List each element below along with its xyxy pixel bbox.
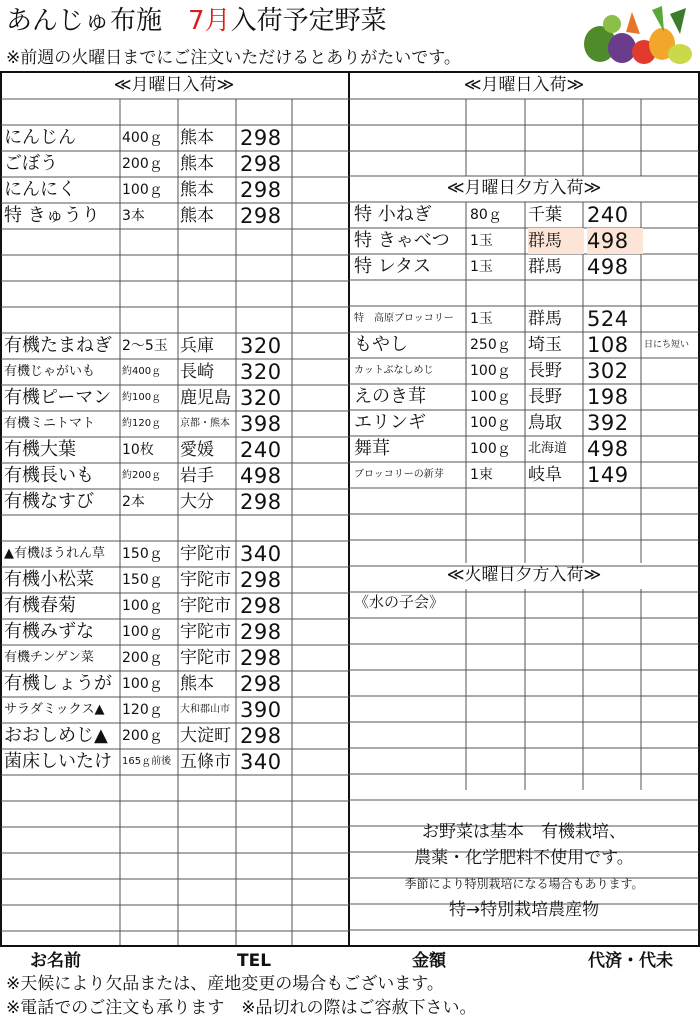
product-origin: 岩手 [180, 466, 214, 486]
product-origin: 大淀町 [180, 726, 231, 746]
product-price: 298 [240, 620, 282, 644]
table-row [0, 489, 348, 515]
page-title: あんじゅ布施 7月入荷予定野菜 [6, 6, 387, 36]
table-row [0, 541, 348, 567]
product-name: エリンギ [354, 412, 426, 433]
product-price: 298 [240, 646, 282, 670]
product-name: 有機ピーマン [4, 387, 112, 408]
product-name: 有機チンゲン菜 [4, 650, 94, 665]
table-row [350, 202, 698, 228]
product-quantity: 100ｇ [470, 441, 511, 457]
product-name: 舞茸 [354, 438, 390, 459]
table-row [350, 228, 698, 254]
product-origin: 宇陀市 [180, 544, 231, 564]
product-name [4, 99, 118, 125]
order-request-note: ※前週の火曜日までにご注文いただけるとありがたいです。 [6, 48, 461, 68]
product-name: ▲有機ほうれん草 [4, 546, 105, 561]
table-row [0, 593, 348, 619]
product-name: サラダミックス▲ [4, 702, 105, 717]
product-quantity [122, 255, 178, 281]
product-name: 有機たまねぎ [4, 335, 112, 356]
product-name: 有機しょうが [4, 673, 112, 694]
table-row [0, 619, 348, 645]
product-origin: 京都・熊本 [180, 418, 230, 429]
product-name [4, 229, 118, 255]
product-note [644, 306, 696, 332]
table-row [0, 749, 348, 775]
table-row [0, 203, 348, 229]
organic-message-line4: 特→特別栽培農産物 [448, 900, 600, 920]
product-name: にんにく [4, 179, 76, 200]
table-row [0, 177, 348, 203]
product-origin [180, 905, 236, 931]
product-quantity [122, 905, 178, 931]
table-row [0, 255, 348, 281]
table-row [0, 879, 348, 905]
product-origin: 鹿児島 [180, 388, 231, 408]
product-price: 298 [240, 672, 282, 696]
product-origin: 熊本 [180, 180, 214, 200]
product-price: 298 [240, 152, 282, 176]
phone-order-notice: ※電話でのご注文も承ります ※品切れの際はご容赦下さい。 [6, 998, 477, 1018]
product-price: 302 [587, 359, 629, 383]
product-origin [528, 280, 584, 306]
product-origin [180, 255, 236, 281]
product-quantity: 約120ｇ [122, 418, 162, 429]
product-origin: 宇陀市 [180, 596, 231, 616]
organic-message-line1: お野菜は基本 有機栽培、 [422, 822, 626, 842]
table-row [350, 306, 698, 332]
table-row [0, 905, 348, 931]
product-quantity [122, 931, 178, 957]
product-price [240, 255, 294, 281]
product-origin: 宇陀市 [180, 648, 231, 668]
product-quantity: 150ｇ [122, 546, 163, 562]
product-name: 特 きゃべつ [354, 230, 450, 251]
product-price: 498 [587, 437, 629, 461]
product-name [4, 879, 118, 905]
product-price: 320 [240, 334, 282, 358]
product-name: 有機小松菜 [4, 569, 94, 590]
product-quantity: 1束 [470, 467, 493, 483]
product-price: 320 [240, 386, 282, 410]
product-note [644, 410, 696, 436]
product-price: 198 [587, 385, 629, 409]
product-quantity: 100ｇ [470, 415, 511, 431]
product-quantity: 約200ｇ [122, 470, 162, 481]
product-quantity: 10枚 [122, 442, 154, 458]
product-name: 有機春菊 [4, 595, 76, 616]
product-origin: 熊本 [180, 154, 214, 174]
organic-message-line3: 季節により特別栽培になる場合もあります。 [404, 877, 644, 891]
product-name: ブロッコリーの新芽 [354, 469, 444, 480]
product-price [240, 827, 294, 853]
product-quantity: 1玉 [470, 311, 493, 327]
group-label: 《水の子会》 [354, 593, 445, 611]
product-price: 390 [240, 698, 282, 722]
product-price: 298 [240, 724, 282, 748]
product-price [240, 775, 294, 801]
product-origin: 熊本 [180, 674, 214, 694]
month-label: 7月 [188, 6, 231, 36]
product-quantity [122, 99, 178, 125]
table-row [0, 333, 348, 359]
product-origin: 長野 [528, 361, 562, 381]
product-origin [180, 879, 236, 905]
product-name: 有機じゃがいも [4, 364, 96, 379]
table-row [0, 697, 348, 723]
table-row [0, 775, 348, 801]
table-row [350, 436, 698, 462]
product-price: 498 [587, 255, 629, 279]
table-row [0, 99, 348, 125]
product-origin: 五條市 [180, 752, 231, 772]
product-name [4, 515, 118, 541]
product-price [240, 801, 294, 827]
table-row [0, 645, 348, 671]
product-price: 498 [587, 228, 643, 254]
product-quantity: 400ｇ [122, 130, 163, 146]
table-row [0, 723, 348, 749]
product-origin [180, 99, 236, 125]
product-name: おおしめじ▲ [4, 725, 108, 746]
product-price: 498 [240, 464, 282, 488]
table-row [0, 359, 348, 385]
product-name: 特 高原ブロッコリー [354, 313, 454, 324]
table-row [350, 280, 698, 306]
product-price: 298 [240, 204, 282, 228]
product-name [354, 280, 466, 306]
table-row [0, 281, 348, 307]
product-price: 298 [240, 178, 282, 202]
product-note [644, 254, 696, 280]
product-name [4, 801, 118, 827]
product-price: 108 [587, 333, 629, 357]
product-name: 特 レタス [354, 256, 432, 277]
product-quantity: 100ｇ [122, 624, 163, 640]
product-price: 340 [240, 542, 282, 566]
product-price: 320 [240, 360, 282, 384]
product-quantity: 200ｇ [122, 650, 163, 666]
product-origin: 熊本 [180, 206, 214, 226]
product-origin [180, 281, 236, 307]
product-price [240, 879, 294, 905]
payment-status-label: 代済・代未 [588, 951, 673, 971]
product-note [644, 436, 696, 462]
product-name [4, 255, 118, 281]
product-origin: 岐阜 [528, 465, 562, 485]
product-quantity: 200ｇ [122, 156, 163, 172]
product-price: 298 [240, 490, 282, 514]
product-name [4, 853, 118, 879]
product-quantity: 165ｇ前後 [122, 756, 172, 767]
product-price [587, 280, 643, 306]
product-price [240, 905, 294, 931]
product-price: 240 [240, 438, 282, 462]
table-row [0, 437, 348, 463]
product-quantity: 120ｇ [122, 702, 163, 718]
product-origin: 宇陀市 [180, 570, 231, 590]
customer-name-label: お名前 [30, 951, 81, 971]
tel-label: TEL [237, 951, 272, 971]
product-price [240, 281, 294, 307]
table-row [350, 410, 698, 436]
product-name: もやし [354, 334, 408, 355]
table-row [0, 801, 348, 827]
product-origin [180, 229, 236, 255]
product-origin [180, 827, 236, 853]
product-quantity [122, 853, 178, 879]
product-note [644, 462, 696, 488]
table-row [350, 358, 698, 384]
product-price: 149 [587, 463, 629, 487]
table-row [350, 332, 698, 358]
stock-notice: ※天候により欠品または、産地変更の場合もございます。 [6, 974, 444, 994]
table-row [0, 385, 348, 411]
right-monday-evening-header: ≪月曜日夕方入荷≫ [446, 178, 602, 198]
product-name [4, 775, 118, 801]
product-origin [180, 307, 236, 333]
product-name: にんじん [4, 127, 76, 148]
product-origin: 埼玉 [528, 335, 562, 355]
product-price [240, 229, 294, 255]
table-row [350, 384, 698, 410]
table-row [0, 567, 348, 593]
product-name: 有機なすび [4, 491, 94, 512]
table-row [0, 853, 348, 879]
product-name: 特 きゅうり [4, 205, 100, 226]
table-row [0, 151, 348, 177]
product-quantity [122, 281, 178, 307]
product-quantity: 2～5玉 [122, 338, 168, 354]
product-origin: 大分 [180, 492, 214, 512]
product-note: 日にち短い [644, 340, 690, 350]
left-monday-header: ≪月曜日入荷≫ [113, 75, 235, 95]
product-origin: 宇陀市 [180, 622, 231, 642]
product-name: 有機みずな [4, 621, 94, 642]
product-price: 340 [240, 750, 282, 774]
product-name: 菌床しいたけ [4, 751, 112, 772]
product-price: 524 [587, 307, 629, 331]
product-quantity: 1玉 [470, 233, 493, 249]
table-row [0, 411, 348, 437]
table-row [0, 671, 348, 697]
product-origin: 群馬 [528, 257, 562, 277]
product-quantity: 約100ｇ [122, 392, 162, 403]
product-name: 有機大葉 [4, 439, 76, 460]
product-origin [180, 775, 236, 801]
product-name [4, 307, 118, 333]
product-quantity: 100ｇ [122, 676, 163, 692]
table-row [350, 254, 698, 280]
organic-message-line2: 農薬・化学肥料不使用です。 [414, 848, 634, 868]
table-row [0, 125, 348, 151]
product-quantity: 150ｇ [122, 572, 163, 588]
product-name: 有機長いも [4, 465, 94, 486]
product-origin: 兵庫 [180, 336, 214, 356]
product-origin: 長野 [528, 387, 562, 407]
product-origin [180, 801, 236, 827]
product-note [644, 280, 696, 306]
product-origin: 熊本 [180, 128, 214, 148]
product-name: ごぼう [4, 153, 58, 174]
product-quantity: 200ｇ [122, 728, 163, 744]
product-name: えのき茸 [354, 386, 426, 407]
product-price [240, 853, 294, 879]
product-price: 298 [240, 568, 282, 592]
right-monday-header: ≪月曜日入荷≫ [463, 75, 585, 95]
product-quantity [122, 515, 178, 541]
product-price: 298 [240, 594, 282, 618]
product-quantity [122, 775, 178, 801]
product-origin: 愛媛 [180, 440, 214, 460]
right-tuesday-evening-header: ≪火曜日夕方入荷≫ [446, 565, 602, 585]
product-quantity [122, 879, 178, 905]
table-row [0, 307, 348, 333]
product-name [4, 281, 118, 307]
table-row [0, 463, 348, 489]
product-origin: 群馬 [528, 228, 584, 254]
product-quantity: 250ｇ [470, 337, 511, 353]
product-name: 特 小ねぎ [354, 204, 432, 225]
product-quantity: 1玉 [470, 259, 493, 275]
product-quantity [122, 229, 178, 255]
product-price: 398 [240, 412, 282, 436]
product-origin: 群馬 [528, 309, 562, 329]
product-quantity: 2本 [122, 494, 145, 510]
product-name: 有機ミニトマト [4, 416, 96, 431]
product-price: 240 [587, 203, 629, 227]
product-quantity [122, 801, 178, 827]
product-origin: 大和郡山市 [180, 704, 230, 715]
product-origin: 長崎 [180, 362, 214, 382]
product-name [4, 827, 118, 853]
product-quantity: 100ｇ [122, 182, 163, 198]
product-note [644, 228, 696, 254]
product-price: 392 [587, 411, 629, 435]
product-quantity: 100ｇ [122, 598, 163, 614]
product-quantity [122, 827, 178, 853]
product-quantity: 100ｇ [470, 363, 511, 379]
product-quantity: 100ｇ [470, 389, 511, 405]
amount-label: 金額 [412, 951, 446, 971]
product-origin: 北海道 [528, 441, 568, 456]
product-note [644, 358, 696, 384]
product-origin: 千葉 [528, 205, 562, 225]
product-quantity [122, 307, 178, 333]
product-quantity [470, 280, 526, 306]
product-price [240, 307, 294, 333]
product-quantity: 約400ｇ [122, 366, 162, 377]
product-name [4, 905, 118, 931]
product-origin [180, 931, 236, 957]
product-note [644, 202, 696, 228]
table-row [0, 229, 348, 255]
product-origin: 鳥取 [528, 413, 562, 433]
product-price [240, 99, 294, 125]
product-price [240, 515, 294, 541]
product-note [644, 384, 696, 410]
product-quantity: 3本 [122, 208, 145, 224]
table-row [350, 462, 698, 488]
product-origin [180, 515, 236, 541]
product-name: カットぶなしめじ [354, 365, 434, 376]
product-price: 298 [240, 126, 282, 150]
table-row [0, 515, 348, 541]
table-row [0, 827, 348, 853]
product-quantity: 80ｇ [470, 207, 502, 223]
product-origin [180, 853, 236, 879]
